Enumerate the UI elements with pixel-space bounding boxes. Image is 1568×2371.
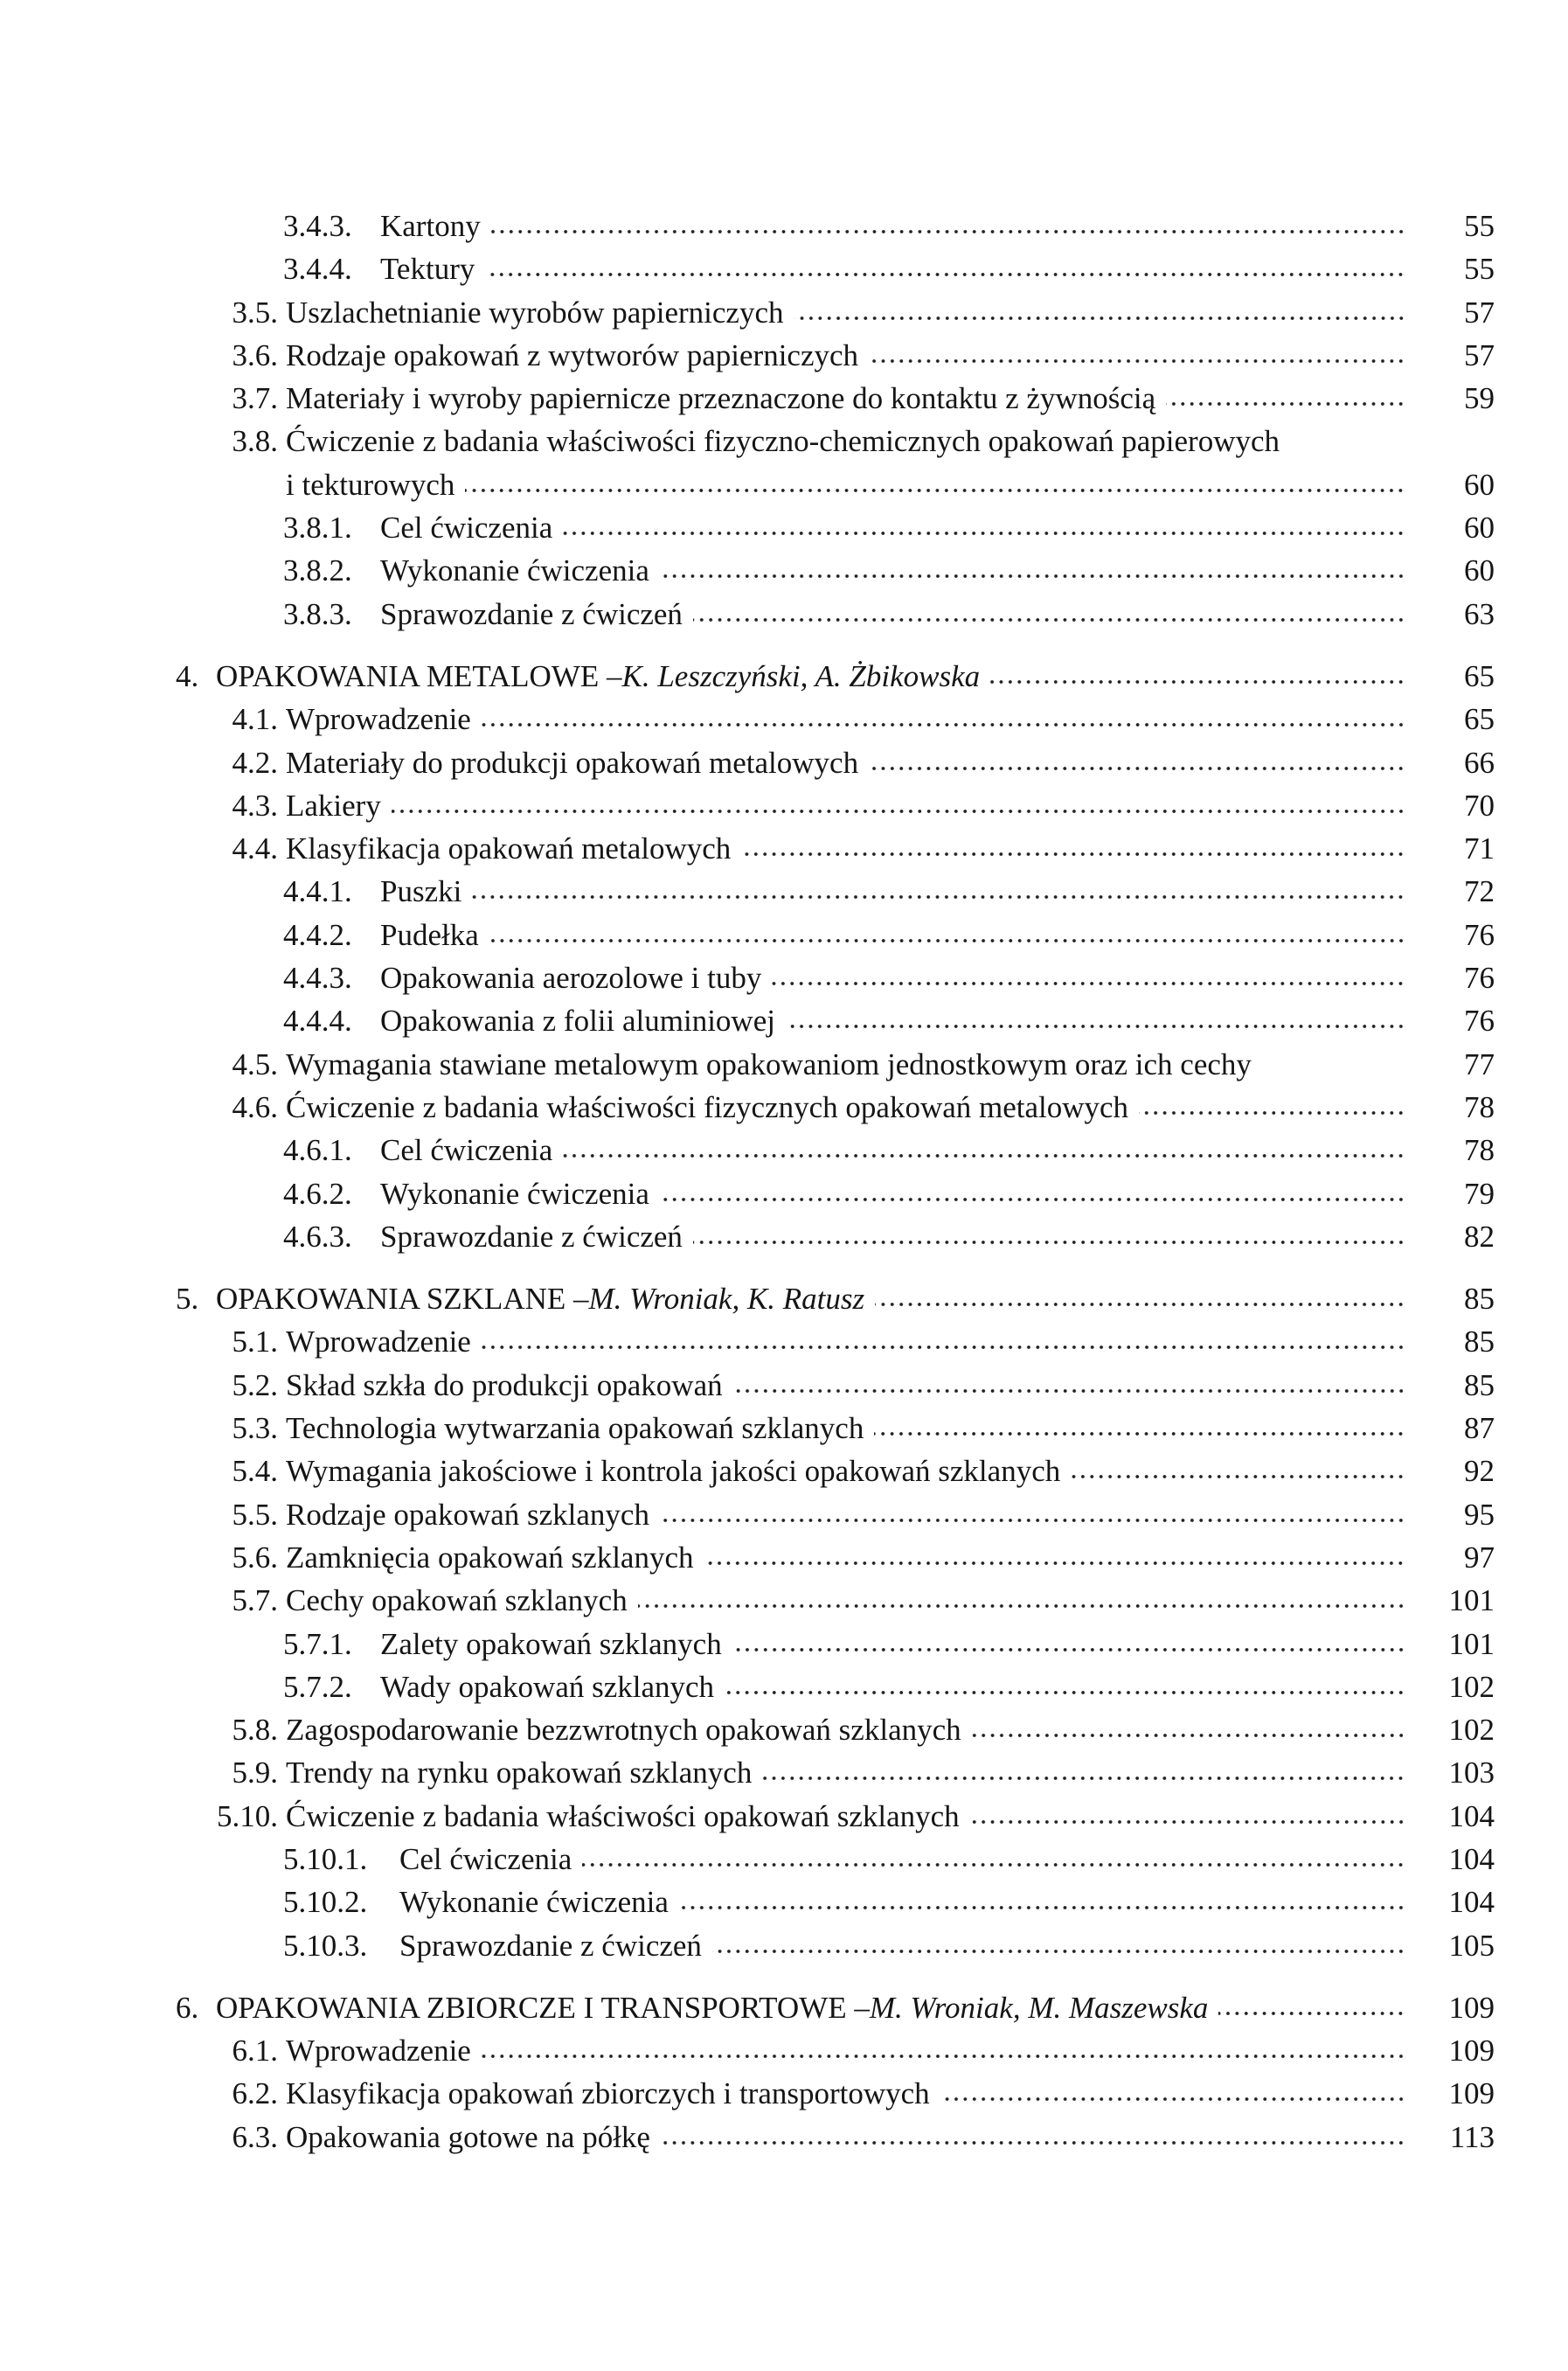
dot-leader	[582, 1860, 1405, 1869]
entry-page-number: 57	[1464, 295, 1495, 330]
entry-page-number: 85	[1464, 1282, 1495, 1317]
table-of-contents	[0, 205, 1568, 2159]
entry-number: 6.3.	[232, 2119, 278, 2154]
entry-page-number: 104	[1448, 1798, 1495, 1833]
entry-page-number: 65	[1464, 658, 1495, 693]
entry-page-number: 95	[1464, 1497, 1495, 1532]
entry-page-number: 101	[1448, 1626, 1495, 1661]
entry-page-number: 109	[1448, 1990, 1495, 2025]
dot-leader	[972, 1731, 1405, 1740]
entry-page-number: 104	[1448, 1841, 1495, 1876]
dot-leader	[489, 936, 1405, 945]
dot-leader	[786, 1022, 1405, 1031]
entry-page-number: 70	[1464, 788, 1495, 823]
dot-leader	[704, 1559, 1405, 1568]
entry-page-number: 103	[1448, 1756, 1495, 1790]
toc-entry	[0, 698, 1495, 741]
toc-entry	[0, 1838, 1495, 1881]
toc-entry	[0, 956, 1495, 999]
toc-entry	[0, 999, 1495, 1042]
entry-number: 6.1.	[232, 2034, 278, 2069]
entry-number: 4.4.1.	[283, 874, 352, 909]
toc-entry	[0, 1665, 1495, 1708]
entry-title: OPAKOWANIA METALOWE –	[216, 658, 622, 693]
entry-title: Sprawozdanie z ćwiczeń	[399, 1928, 702, 1963]
entry-number: 5.6.	[232, 1540, 278, 1575]
toc-entry	[0, 784, 1495, 827]
entry-page-number: 79	[1464, 1176, 1495, 1211]
entry-title: Wykonanie ćwiczenia	[399, 1885, 669, 1920]
toc-entry	[0, 1751, 1495, 1794]
entry-number: 5.7.1.	[283, 1626, 352, 1661]
toc-entry	[0, 1043, 1495, 1086]
dot-leader	[1290, 442, 1405, 451]
entry-page-number: 85	[1464, 1325, 1495, 1359]
entry-title: Opakowania gotowe na półkę	[286, 2119, 650, 2154]
entry-number: 3.7.	[232, 381, 278, 416]
entry-number: 3.8.3.	[283, 596, 352, 631]
entry-number: 4.1.	[232, 702, 278, 737]
entry-number: 4.5.	[232, 1046, 278, 1081]
toc-entry	[0, 1536, 1495, 1579]
dot-leader	[482, 2052, 1405, 2061]
dot-leader	[1262, 1066, 1405, 1074]
dot-leader	[869, 764, 1405, 773]
entry-title: Sprawozdanie z ćwiczeń	[380, 596, 683, 631]
entry-page-number: 71	[1464, 831, 1495, 866]
dot-leader	[485, 270, 1405, 279]
entry-number: 5.7.2.	[283, 1669, 352, 1704]
entry-number: 5.3.	[232, 1411, 278, 1446]
entry-page-number: 102	[1448, 1713, 1495, 1748]
entry-page-number: 76	[1464, 961, 1495, 996]
entry-number: 4.6.3.	[283, 1219, 352, 1254]
entry-page-number: 85	[1464, 1367, 1495, 1402]
entry-number: 4.6.	[232, 1089, 278, 1124]
entry-page-number: 101	[1448, 1583, 1495, 1618]
entry-page-number: 76	[1464, 1004, 1495, 1039]
dot-leader	[794, 314, 1406, 323]
entry-number: 3.4.4.	[283, 252, 352, 287]
entry-number: 5.10.3.	[283, 1928, 368, 1963]
entry-number: 5.8.	[232, 1713, 278, 1748]
entry-number: 5.9.	[232, 1756, 278, 1790]
toc-entry	[0, 506, 1495, 549]
dot-leader	[970, 1818, 1405, 1826]
entry-number: 4.6.2.	[283, 1176, 352, 1211]
entry-title: Trendy na rynku opakowań szklanych	[286, 1756, 753, 1790]
dot-leader	[1166, 400, 1405, 408]
entry-number: 5.10.1.	[283, 1841, 368, 1876]
toc-entry	[0, 593, 1495, 636]
toc-entry	[0, 1708, 1495, 1751]
toc-entry	[0, 827, 1495, 870]
toc-entry	[0, 1129, 1495, 1172]
dot-leader	[679, 1903, 1405, 1912]
entry-number: 4.6.1.	[283, 1133, 352, 1168]
entry-page-number: 97	[1464, 1540, 1495, 1575]
toc-entry	[0, 914, 1495, 956]
toc-entry	[0, 2116, 1495, 2159]
entry-title: Wykonanie ćwiczenia	[380, 1176, 649, 1211]
entry-page-number: 65	[1464, 702, 1495, 737]
toc-entry	[0, 1450, 1495, 1492]
entry-page-number: 113	[1449, 2119, 1495, 2154]
entry-page-number: 76	[1464, 917, 1495, 952]
entry-authors: M. Wroniak, M. Maszewska	[869, 1990, 1209, 2025]
toc-entry	[0, 334, 1495, 377]
entry-number: 4.4.4.	[283, 1004, 352, 1039]
entry-number: 5.2.	[232, 1367, 278, 1402]
entry-number: 5.4.	[232, 1454, 278, 1489]
entry-title: OPAKOWANIA ZBIORCZE I TRANSPORTOWE –	[216, 1990, 870, 2025]
entry-number: 3.8.2.	[283, 553, 352, 588]
entry-page-number: 87	[1464, 1411, 1495, 1446]
entry-title: Sprawozdanie z ćwiczeń	[380, 1219, 683, 1254]
dot-leader	[712, 1947, 1405, 1956]
dot-leader	[733, 1387, 1405, 1395]
entry-page-number: 78	[1464, 1089, 1495, 1124]
entry-page-number: 55	[1464, 252, 1495, 287]
toc-entry	[0, 1320, 1495, 1363]
entry-title: Opakowania z folii aluminiowej	[380, 1004, 775, 1039]
dot-leader	[874, 1429, 1405, 1438]
toc-entry	[0, 1407, 1495, 1450]
dot-leader	[660, 572, 1405, 581]
entry-title: Rodzaje opakowań szklanych	[286, 1497, 649, 1532]
entry-title: Ćwiczenie z badania właściwości fizycznych opakowań metalowych	[286, 1089, 1129, 1124]
toc-entry	[0, 1623, 1495, 1665]
entry-number: 4.4.3.	[283, 961, 352, 996]
entry-title: Wykonanie ćwiczenia	[380, 553, 649, 588]
entry-title: Opakowania aerozolowe i tuby	[380, 961, 762, 996]
entry-title: Zalety opakowań szklanych	[380, 1626, 722, 1661]
entry-title: Wymagania jakościowe i kontrola jakości opakowań szklanych	[286, 1454, 1061, 1489]
entry-title: Kartony	[380, 209, 481, 243]
dot-leader	[762, 1774, 1405, 1783]
entry-number: 5.1.	[232, 1325, 278, 1359]
dot-leader	[772, 979, 1405, 988]
entry-title: Skład szkła do produkcji opakowań	[286, 1367, 723, 1402]
dot-leader	[465, 486, 1405, 495]
toc-entry	[0, 1795, 1495, 1838]
dot-leader	[732, 1645, 1405, 1654]
entry-page-number: 82	[1464, 1219, 1495, 1254]
entry-title: Pudełka	[380, 917, 479, 952]
entry-page-number: 55	[1464, 209, 1495, 243]
entry-title: Cel ćwiczenia	[380, 511, 553, 546]
entry-page-number: 72	[1464, 874, 1495, 909]
toc-entry	[0, 205, 1495, 247]
toc-entry	[0, 420, 1495, 462]
entry-page-number: 60	[1464, 553, 1495, 588]
entry-number: 6.	[176, 1990, 199, 2025]
entry-number: 5.10.2.	[283, 1885, 368, 1920]
entry-title: Ćwiczenie z badania właściwości fizyczno-chemicznych opakowań papierowych	[286, 424, 1280, 459]
entry-page-number: 105	[1448, 1928, 1495, 1963]
entry-number: 5.10.	[217, 1798, 278, 1833]
entry-title: Rodzaje opakowań z wytworów papierniczych	[286, 337, 859, 372]
toc-chapter-entry	[0, 655, 1495, 698]
entry-number: 4.3.	[232, 788, 278, 823]
toc-entry	[0, 870, 1495, 913]
toc-entry	[0, 741, 1495, 784]
entry-page-number: 104	[1448, 1885, 1495, 1920]
toc-entry	[0, 463, 1495, 506]
entry-page-number: 77	[1464, 1046, 1495, 1081]
entry-number: 4.	[176, 658, 199, 693]
entry-page-number: 60	[1464, 467, 1495, 502]
toc-entry	[0, 1493, 1495, 1536]
entry-title: Wady opakowań szklanych	[380, 1669, 715, 1704]
entry-title: Tektury	[380, 252, 475, 287]
toc-entry	[0, 2029, 1495, 2072]
entry-title: Materiały do produkcji opakowań metalowych	[286, 745, 859, 780]
dot-leader	[940, 2095, 1405, 2103]
dot-leader	[693, 1238, 1405, 1247]
entry-title: Wprowadzenie	[286, 2034, 471, 2069]
dot-leader	[990, 678, 1405, 686]
entry-number: 5.7.	[232, 1583, 278, 1618]
entry-title: OPAKOWANIA SZKLANE –	[216, 1282, 589, 1317]
toc-chapter-entry	[0, 1277, 1495, 1320]
entry-number: 4.4.2.	[283, 917, 352, 952]
toc-chapter-entry	[0, 1986, 1495, 2029]
entry-title: Technologia wytwarzania opakowań szklanych	[286, 1411, 864, 1446]
entry-number: 3.8.1.	[283, 511, 352, 546]
dot-leader	[741, 850, 1405, 859]
dot-leader	[563, 529, 1405, 538]
entry-page-number: 109	[1448, 2034, 1495, 2069]
entry-number: 4.4.	[232, 831, 278, 866]
entry-authors: K. Leszczyński, A. Żbikowska	[621, 658, 981, 693]
dot-leader	[661, 2138, 1405, 2147]
entry-page-number: 78	[1464, 1133, 1495, 1168]
toc-entry	[0, 549, 1495, 592]
entry-title: Klasyfikacja opakowań zbiorczych i transportowych	[286, 2076, 930, 2111]
dot-leader	[1139, 1109, 1405, 1117]
entry-number: 3.4.3.	[283, 209, 352, 243]
dot-leader	[392, 807, 1405, 816]
dot-leader	[693, 615, 1405, 624]
dot-leader	[491, 227, 1405, 236]
entry-title: Wymagania stawiane metalowym opakowaniom jednostkowym oraz ich cechy	[286, 1046, 1252, 1081]
dot-leader	[725, 1688, 1405, 1697]
dot-leader	[482, 1343, 1405, 1352]
entry-title: Lakiery	[286, 788, 381, 823]
entry-page-number: 57	[1464, 337, 1495, 372]
entry-authors: M. Wroniak, K. Ratusz	[588, 1282, 865, 1317]
entry-title: Wprowadzenie	[286, 702, 471, 737]
toc-entry	[0, 1881, 1495, 1923]
entry-number: 4.2.	[232, 745, 278, 780]
entry-title: Zagospodarowanie bezzwrotnych opakowań szklanych	[286, 1713, 961, 1748]
entry-title: Ćwiczenie z badania właściwości opakowań szklanych	[286, 1798, 960, 1833]
dot-leader	[482, 720, 1405, 729]
entry-title: Materiały i wyroby papiernicze przeznaczone do kontaktu z żywnością	[286, 381, 1156, 416]
toc-entry	[0, 291, 1495, 334]
dot-leader	[1071, 1472, 1405, 1481]
dot-leader	[472, 893, 1405, 901]
entry-title: Klasyfikacja opakowań metalowych	[286, 831, 732, 866]
entry-number: 6.2.	[232, 2076, 278, 2111]
entry-page-number: 60	[1464, 511, 1495, 546]
entry-number: 5.	[176, 1282, 199, 1317]
entry-title: Puszki	[380, 874, 462, 909]
entry-page-number: 92	[1464, 1454, 1495, 1489]
entry-page-number: 109	[1448, 2076, 1495, 2111]
toc-entry	[0, 2072, 1495, 2115]
toc-entry	[0, 1364, 1495, 1407]
entry-page-number: 59	[1464, 381, 1495, 416]
toc-entry	[0, 1215, 1495, 1258]
entry-number: 3.6.	[232, 337, 278, 372]
toc-entry	[0, 377, 1495, 420]
entry-title: Uszlachetnianie wyrobów papierniczych	[286, 295, 784, 330]
entry-title: i tekturowych	[286, 467, 455, 502]
dot-leader	[875, 1300, 1405, 1309]
toc-entry	[0, 1924, 1495, 1967]
dot-leader	[638, 1602, 1405, 1610]
toc-entry	[0, 1172, 1495, 1215]
dot-leader	[1218, 2009, 1405, 2018]
dot-leader	[660, 1516, 1405, 1525]
entry-page-number: 63	[1464, 596, 1495, 631]
entry-number: 3.5.	[232, 295, 278, 330]
dot-leader	[869, 357, 1405, 365]
toc-entry	[0, 1086, 1495, 1129]
entry-number: 3.8.	[232, 424, 278, 459]
entry-title: Zamknięcia opakowań szklanych	[286, 1540, 694, 1575]
entry-title: Cel ćwiczenia	[380, 1133, 553, 1168]
toc-entry	[0, 1579, 1495, 1622]
entry-number: 5.5.	[232, 1497, 278, 1532]
entry-title: Cel ćwiczenia	[399, 1841, 572, 1876]
entry-title: Wprowadzenie	[286, 1325, 471, 1359]
entry-page-number: 66	[1464, 745, 1495, 780]
dot-leader	[563, 1151, 1405, 1160]
toc-entry	[0, 247, 1495, 290]
entry-title: Cechy opakowań szklanych	[286, 1583, 628, 1618]
dot-leader	[660, 1195, 1405, 1204]
entry-page-number: 102	[1448, 1669, 1495, 1704]
